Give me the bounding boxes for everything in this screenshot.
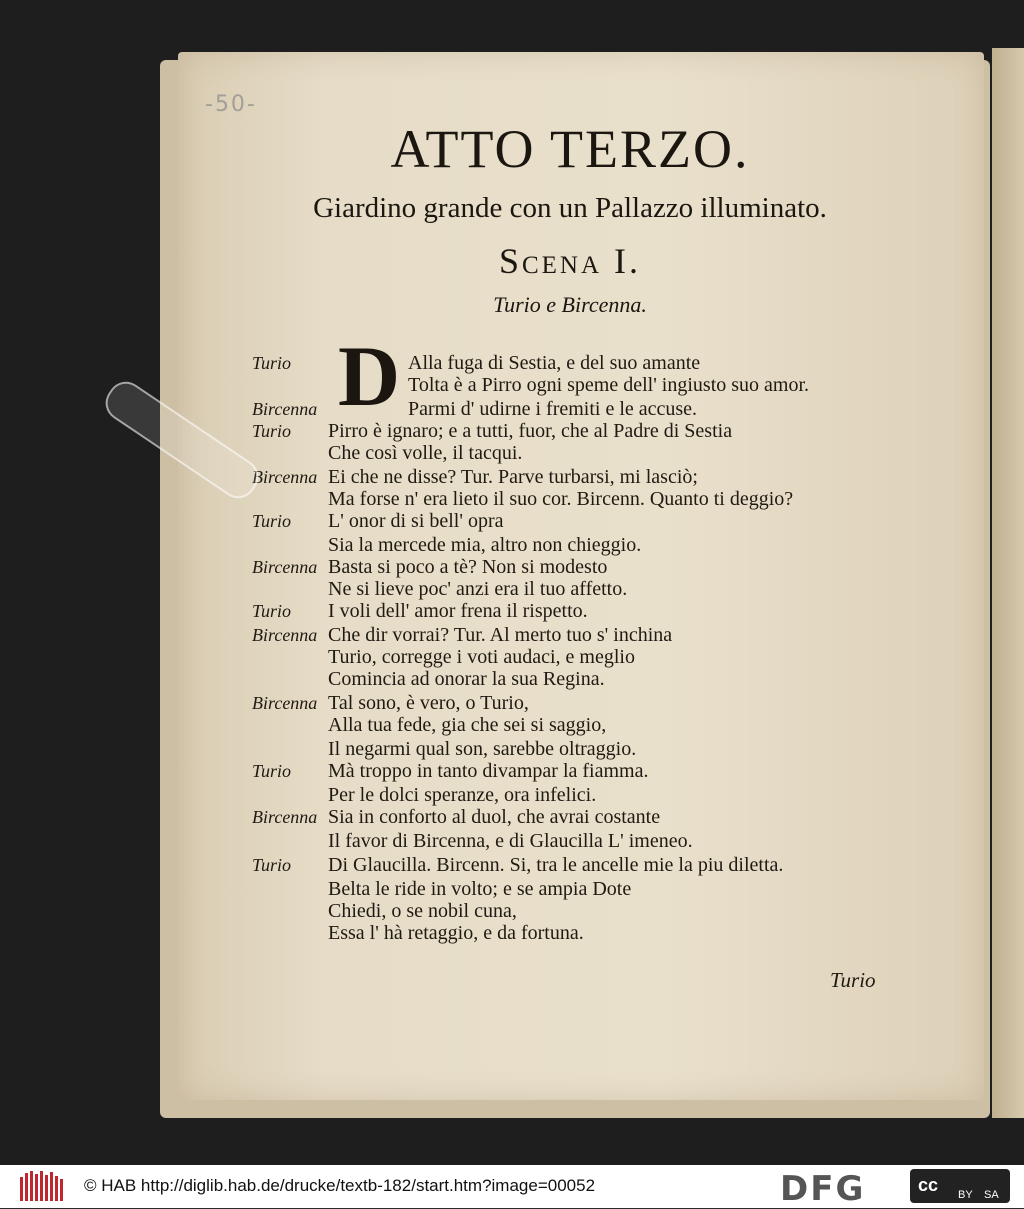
speaker-name: Turio [252,353,292,373]
line-text: Basta si poco a tè? Non si modesto [328,556,608,578]
dialogue-line [0,804,1000,830]
line-text: Tal sono, è vero, o Turio, [328,692,529,714]
line-text: Sia la mercede mia, altro non chieggio. [328,534,642,556]
line-text: Mà troppo in tanto divampar la fiamma. [328,760,649,782]
dialogue-line [0,598,1000,624]
line-text: Tolta è a Pirro ogni speme dell' ingiusto suo amor. [408,374,810,396]
line-text: L' onor di si bell' opra [328,510,504,532]
pencil-page-number: -50- [205,92,257,117]
dialogue-line [0,440,1000,466]
line-text: I voli dell' amor frena il rispetto. [328,600,588,622]
line-text: Alla tua fede, gia che sei si saggio, [328,714,607,736]
line-text: Sia in conforto al duol, che avrai costante [328,806,661,828]
line-text: Il negarmi qual son, sarebbe oltraggio. [328,738,637,760]
line-text: Parmi d' udirne i fremiti e le accuse. [408,398,698,420]
characters-line: Turio e Bircenna. [493,292,647,317]
scene-heading: Scena I. [498,241,642,281]
speaker-name: Turio [252,855,292,875]
page-subtitle: Giardino grande con un Pallazzo illuminato. [313,192,827,224]
speaker-name: Bircenna [252,399,318,419]
line-text: Belta le ride in volto; e se ampia Dote [328,878,632,900]
line-text: Per le dolci speranze, ora infelici. [328,784,597,806]
dialogue-line [0,920,1000,946]
cc-by-label: BY [958,1189,973,1201]
speaker-name: Bircenna [252,557,318,577]
footer-link[interactable]: © HAB http://diglib.hab.de/drucke/textb-182/start.htm?image=00052 [84,1176,596,1195]
line-text: Essa l' hà retaggio, e da fortuna. [328,922,584,944]
line-text: Pirro è ignaro; e a tutti, fuor, che al Padre di Sestia [328,420,733,442]
dialogue-line [0,852,1000,878]
speaker-name: Bircenna [252,467,318,487]
speaker-name: Bircenna [252,625,318,645]
cc-sa-label: SA [984,1189,999,1201]
footer-bar [0,1165,1024,1208]
speaker-name: Bircenna [252,807,318,827]
speaker-name: Turio [252,421,292,441]
line-text: Ei che ne disse? Tur. Parve turbarsi, mi lasciò; [328,466,698,488]
line-text: Ma forse n' era lieto il suo cor. Bircenn. Quanto ti deggio? [328,488,794,510]
drop-cap: D [338,328,401,424]
hab-logo-icon [20,1171,64,1201]
cc-icon: cc [918,1175,939,1195]
line-text: Comincia ad onorar la sua Regina. [328,668,605,690]
speaker-name: Turio [252,761,292,781]
dfg-logo: DFG [780,1169,866,1209]
dialogue-line [0,666,1000,692]
line-text: Il favor di Bircenna, e di Glaucilla L' imeneo. [328,830,693,852]
page-title: ATTO TERZO. [390,119,750,179]
dialogue-line [0,758,1000,784]
line-text: Che dir vorrai? Tur. Al merto tuo s' inchina [328,624,673,646]
line-text: Di Glaucilla. Bircenn. Si, tra le ancelle mie la piu diletta. [328,854,784,876]
line-text: Alla fuga di Sestia, e del suo amante [408,352,701,374]
line-text: Chiedi, o se nobil cuna, [328,900,517,922]
dialogue-line [0,508,1000,534]
cc-license-badge[interactable] [910,1169,1010,1203]
line-text: Turio, corregge i voti audaci, e meglio [328,646,635,668]
line-text: Ne si lieve poc' anzi era il tuo affetto. [328,578,628,600]
dialogue-line [0,828,1000,854]
line-text: Che così volle, il tacqui. [328,442,523,464]
speaker-name: Bircenna [252,693,318,713]
catchword: Turio [830,968,876,992]
dialogue-line [0,712,1000,738]
speaker-name: Turio [252,601,292,621]
speaker-name: Turio [252,511,292,531]
